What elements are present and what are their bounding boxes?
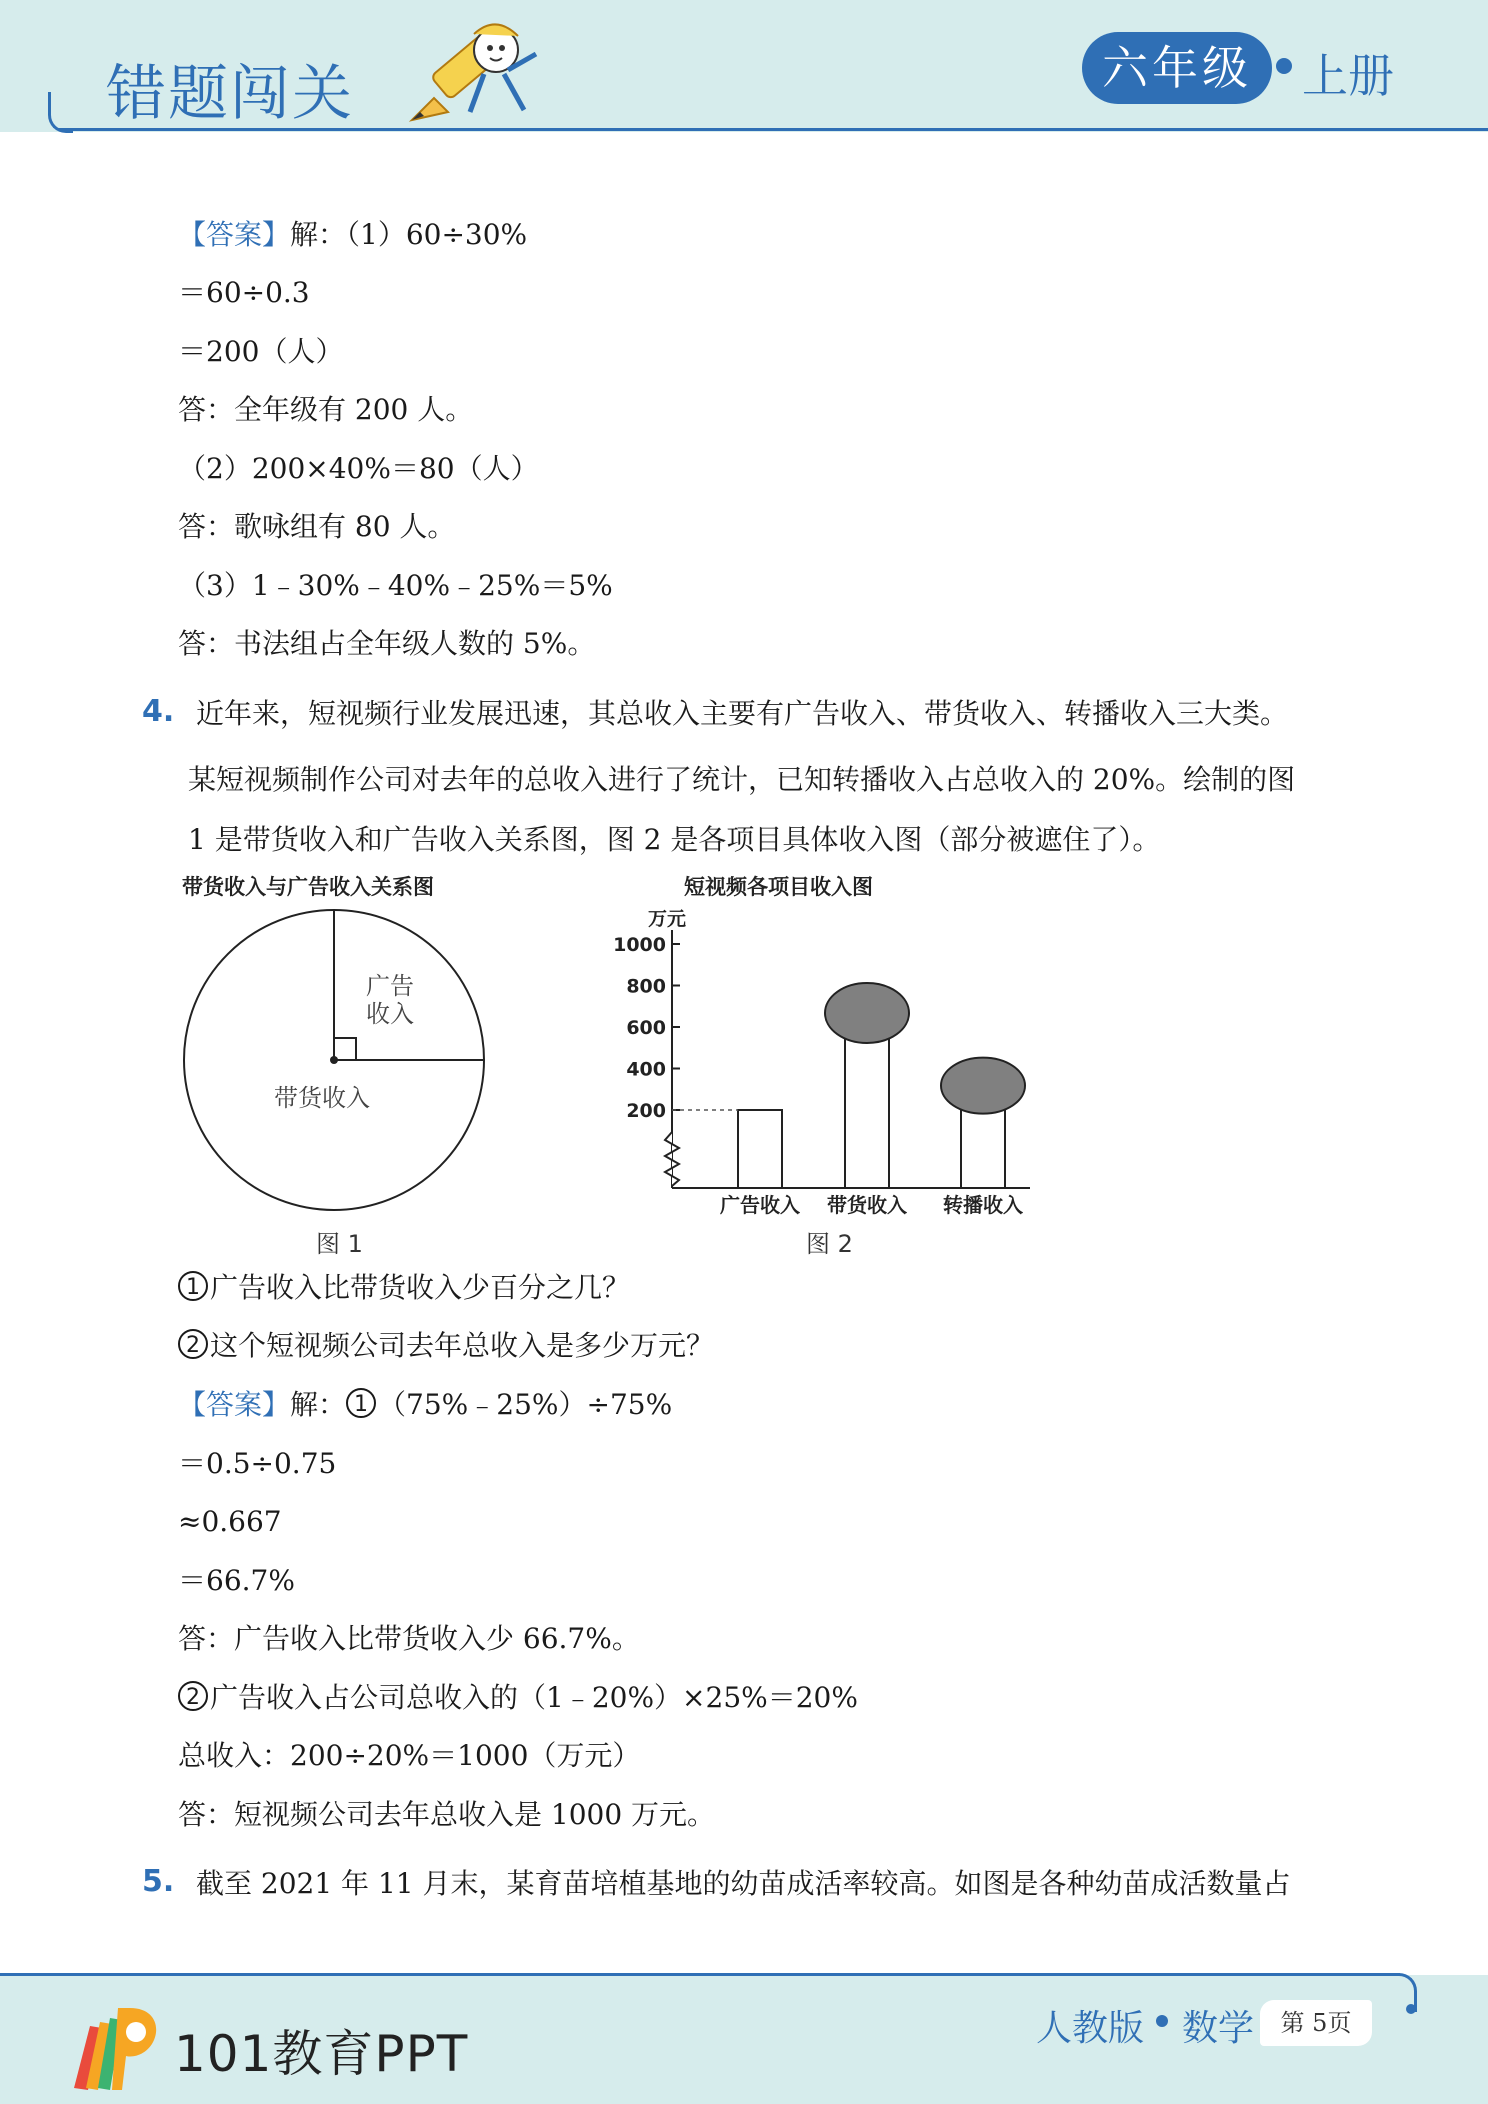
question-text: 截至 2021 年 11 月末，某育苗培植基地的幼苗成活率较高。如图是各种幼苗成活数量占: [196, 1867, 1291, 1900]
header-dot: [1276, 58, 1292, 74]
answer-text: 解：（1）60÷30%: [290, 218, 528, 251]
grade-badge: 六年级: [1082, 32, 1272, 104]
bar-1: [738, 1110, 782, 1188]
bar-y-tick-label: 400: [626, 1058, 666, 1081]
axis-break-zigzag: [665, 1132, 679, 1186]
answer-line: 答：书法组占全年级人数的 5%。: [178, 627, 596, 660]
question-number: 4.: [142, 694, 175, 729]
figure-2-bar-chart: [600, 866, 1050, 1266]
footer-separator-dot: [1156, 2015, 1168, 2027]
circled-number-1: 1: [178, 1271, 208, 1301]
pencil-mascot-icon: [404, 14, 554, 126]
bar-caption: 图 2: [806, 1230, 853, 1258]
bar-y-tick-label: 200: [626, 1100, 666, 1122]
bar-category-label: 带货收入: [827, 1193, 907, 1217]
pie-label-ad: 收入: [366, 1000, 414, 1028]
pie-label-goods: 带货收入: [274, 1084, 370, 1112]
circled-number-2: 2: [178, 1329, 208, 1359]
logo-text: 101教育PPT: [174, 2025, 469, 2083]
answer-line: 答：歌咏组有 80 人。: [178, 510, 456, 543]
circled-number-2: 2: [178, 1681, 208, 1711]
answer-line: 2 广告收入占公司总收入的（1﹣20%）×25%＝20%: [178, 1678, 858, 1718]
page-number: 第 5页: [1260, 2000, 1372, 2046]
bar-y-tick-label: 1000: [613, 934, 666, 956]
volume-label: 上册: [1302, 49, 1394, 103]
bar-category-label: 转播收入: [943, 1193, 1023, 1217]
pie-title: 带货收入与广告收入关系图: [182, 875, 434, 899]
bar-title: 短视频各项目收入图: [684, 875, 873, 899]
answer-line: ＝66.7%: [178, 1564, 295, 1597]
answer-line: 答：全年级有 200 人。: [178, 393, 474, 426]
answer-tag: 【答案】: [178, 1388, 291, 1421]
question-text: 1 是带货收入和广告收入关系图，图 2 是各项目具体收入图（部分被遮住了）。: [188, 823, 1161, 856]
bar-y-tick-label: 800: [626, 975, 666, 998]
question-text: 某短视频制作公司对去年的总收入进行了统计，已知转播收入占总收入的 20%。绘制的图: [188, 763, 1296, 796]
answer-line: ≈0.667: [178, 1505, 282, 1538]
right-angle-mark: [334, 1038, 356, 1060]
edition-label: 人教版: [1036, 2008, 1145, 2049]
answer-line: ＝60÷0.3: [178, 276, 310, 309]
bar-2: [845, 1027, 889, 1188]
obscuring-blob: [941, 1058, 1025, 1114]
footer-divider: [0, 1973, 1400, 1976]
circled-number-1: 1: [346, 1388, 376, 1418]
answer-line: [178, 215, 527, 255]
answer-line: 答：广告收入比带货收入少 66.7%。: [178, 1622, 640, 1655]
section-title: 错题闯关: [106, 59, 354, 129]
answer-line: （2）200×40%＝80（人）: [178, 452, 539, 485]
footer-dot: [1406, 2004, 1416, 2014]
sub-question: 1 广告收入比带货收入少百分之几？: [178, 1268, 630, 1308]
obscuring-blob: [825, 983, 909, 1043]
bar-category-label: 广告收入: [720, 1193, 800, 1217]
answer-line: ＝0.5÷0.75: [178, 1447, 337, 1480]
pie-label-ad: 广告: [366, 972, 414, 1000]
answer-line: ＝200（人）: [178, 335, 344, 368]
sub-question: 2 这个短视频公司去年总收入是多少万元？: [178, 1326, 714, 1366]
answer-line: （3）1﹣30%﹣40%﹣25%＝5%: [178, 569, 613, 602]
answer-tag: 【答案】: [178, 218, 291, 251]
logo-p-icon: [68, 2000, 164, 2092]
subject-label: 数学: [1182, 2008, 1255, 2049]
pie-caption: 图 1: [316, 1230, 363, 1258]
question-text: 近年来，短视频行业发展迅速，其总收入主要有广告收入、带货收入、转播收入三大类。: [196, 697, 1289, 730]
answer-line: 答：短视频公司去年总收入是 1000 万元。: [178, 1798, 716, 1831]
answer-line: 总收入：200÷20%＝1000（万元）: [178, 1739, 641, 1772]
bar-y-tick-label: 600: [626, 1017, 666, 1039]
answer-line: 【答案】解： 1 （75%﹣25%）÷75%: [178, 1388, 673, 1421]
header-hook-decoration: [48, 92, 73, 133]
figure-1-pie-chart: [176, 866, 506, 1266]
question-number: 5.: [142, 1864, 175, 1899]
bar-y-unit: 万元: [648, 908, 687, 930]
